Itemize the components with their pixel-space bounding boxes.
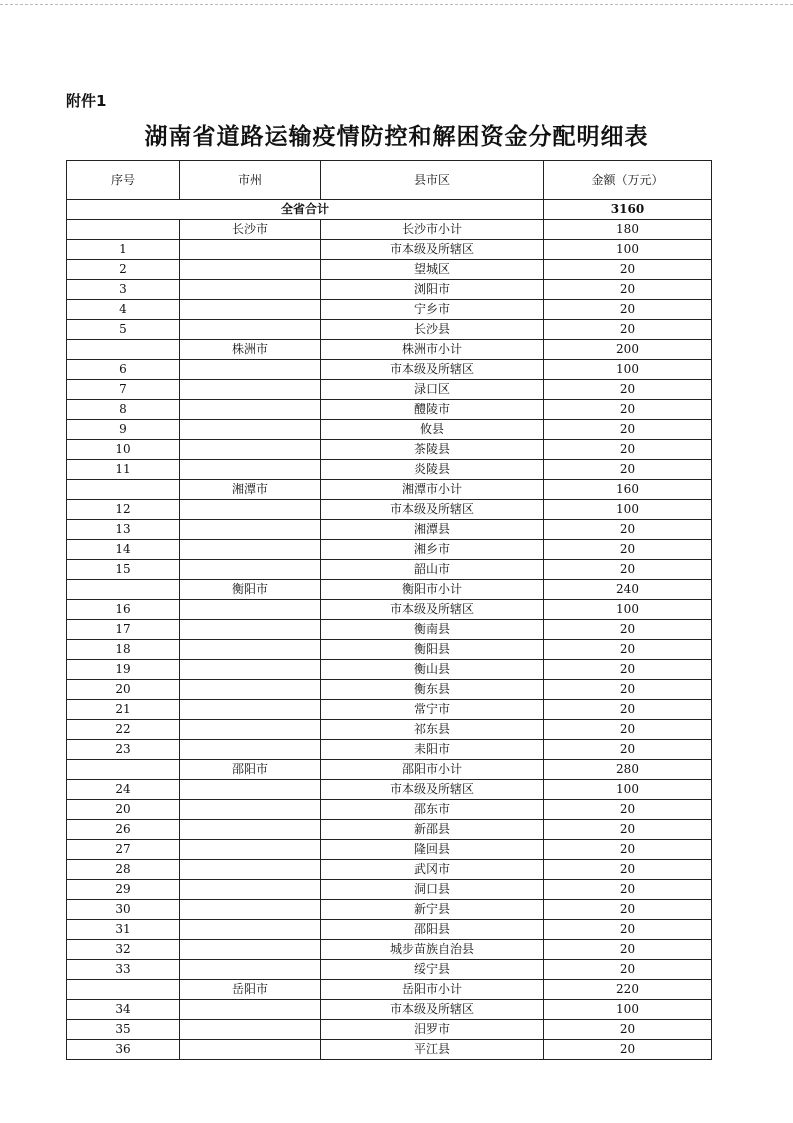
cell-county: 渌口区 [321,380,544,400]
cell-county: 市本级及所辖区 [321,780,544,800]
cell-county: 望城区 [321,260,544,280]
cell-city [180,500,321,520]
cell-serial-number: 11 [67,460,180,480]
cell-amount: 20 [544,960,712,980]
cell-county: 市本级及所辖区 [321,500,544,520]
cell-serial-number: 3 [67,280,180,300]
cell-amount: 20 [544,740,712,760]
table-row [67,880,712,900]
cell-city [180,240,321,260]
cell-amount: 20 [544,920,712,940]
cell-city [180,600,321,620]
cell-amount: 20 [544,800,712,820]
cell-county: 长沙县 [321,320,544,340]
cell-city [180,620,321,640]
cell-amount: 20 [544,560,712,580]
table-row [67,840,712,860]
cell-county: 市本级及所辖区 [321,1000,544,1020]
table-row [67,700,712,720]
cell-serial-number: 17 [67,620,180,640]
table-row [67,260,712,280]
cell-city [180,280,321,300]
cell-city: 株洲市 [180,340,321,360]
cell-amount: 240 [544,580,712,600]
cell-city [180,1000,321,1020]
cell-amount: 20 [544,680,712,700]
cell-county: 武冈市 [321,860,544,880]
cell-county: 城步苗族自治县 [321,940,544,960]
cell-city [180,840,321,860]
cell-amount: 160 [544,480,712,500]
header-serial-number: 序号 [67,161,180,200]
cell-amount: 180 [544,220,712,240]
cell-county: 隆回县 [321,840,544,860]
city-subtotal-row [67,980,712,1000]
cell-serial-number: 13 [67,520,180,540]
cell-amount: 20 [544,520,712,540]
cell-amount: 100 [544,500,712,520]
cell-city [180,440,321,460]
cell-serial-number: 22 [67,720,180,740]
cell-city: 湘潭市 [180,480,321,500]
cell-amount: 100 [544,780,712,800]
cell-amount: 20 [544,260,712,280]
cell-amount: 20 [544,460,712,480]
cell-city [180,700,321,720]
cell-amount: 200 [544,340,712,360]
header-city: 市州 [180,161,321,200]
cell-serial-number: 5 [67,320,180,340]
cell-serial-number: 7 [67,380,180,400]
cell-serial-number [67,580,180,600]
cell-serial-number: 26 [67,820,180,840]
cell-amount: 20 [544,620,712,640]
cell-county: 衡南县 [321,620,544,640]
cell-city [180,740,321,760]
table-row [67,800,712,820]
cell-county: 祁东县 [321,720,544,740]
cell-serial-number: 31 [67,920,180,940]
page-top-border [0,4,793,5]
cell-city [180,940,321,960]
cell-amount: 100 [544,360,712,380]
cell-county: 浏阳市 [321,280,544,300]
table-row [67,640,712,660]
city-subtotal-row [67,340,712,360]
table-row [67,300,712,320]
cell-serial-number: 16 [67,600,180,620]
table-row [67,740,712,760]
cell-county: 湘潭县 [321,520,544,540]
cell-city [180,960,321,980]
cell-amount: 20 [544,440,712,460]
province-total-amount: 3160 [544,200,712,220]
cell-amount: 20 [544,420,712,440]
cell-city [180,660,321,680]
cell-county: 衡东县 [321,680,544,700]
province-total-label: 全省合计 [67,200,544,220]
cell-amount: 20 [544,900,712,920]
cell-amount: 20 [544,880,712,900]
cell-county: 岳阳市小计 [321,980,544,1000]
table-row [67,440,712,460]
cell-serial-number: 8 [67,400,180,420]
cell-serial-number: 34 [67,1000,180,1020]
cell-amount: 20 [544,660,712,680]
cell-city [180,880,321,900]
cell-city [180,360,321,380]
cell-serial-number [67,760,180,780]
table-header-row [67,161,712,200]
table-row [67,520,712,540]
cell-city [180,780,321,800]
cell-amount: 20 [544,640,712,660]
cell-serial-number: 10 [67,440,180,460]
cell-city [180,400,321,420]
cell-county: 绥宁县 [321,960,544,980]
cell-county: 邵阳市小计 [321,760,544,780]
table-row [67,400,712,420]
cell-serial-number: 18 [67,640,180,660]
cell-county: 茶陵县 [321,440,544,460]
table-row [67,860,712,880]
cell-amount: 20 [544,720,712,740]
cell-city [180,520,321,540]
cell-serial-number: 20 [67,800,180,820]
cell-amount: 220 [544,980,712,1000]
cell-amount: 20 [544,820,712,840]
cell-county: 宁乡市 [321,300,544,320]
cell-serial-number: 30 [67,900,180,920]
cell-county: 炎陵县 [321,460,544,480]
cell-serial-number: 19 [67,660,180,680]
cell-serial-number: 27 [67,840,180,860]
header-county: 县市区 [321,161,544,200]
cell-city [180,260,321,280]
cell-county: 醴陵市 [321,400,544,420]
table-row [67,720,712,740]
table-row [67,240,712,260]
cell-serial-number: 20 [67,680,180,700]
cell-city [180,640,321,660]
cell-serial-number: 33 [67,960,180,980]
table-row [67,960,712,980]
allocation-table [66,160,712,1060]
table-row [67,900,712,920]
cell-county: 株洲市小计 [321,340,544,360]
cell-serial-number: 29 [67,880,180,900]
table-row [67,380,712,400]
city-subtotal-row [67,580,712,600]
table-row [67,660,712,680]
table-row [67,820,712,840]
cell-serial-number: 28 [67,860,180,880]
cell-amount: 280 [544,760,712,780]
cell-serial-number: 12 [67,500,180,520]
attachment-label: 附件1 [66,92,107,110]
cell-county: 长沙市小计 [321,220,544,240]
cell-serial-number [67,980,180,1000]
header-amount: 金额（万元） [544,161,712,200]
table-row [67,600,712,620]
cell-county: 湘乡市 [321,540,544,560]
cell-city: 衡阳市 [180,580,321,600]
cell-amount: 100 [544,600,712,620]
table-row [67,1020,712,1040]
table-row [67,680,712,700]
cell-city [180,820,321,840]
cell-county: 邵东市 [321,800,544,820]
cell-county: 衡阳县 [321,640,544,660]
table-row [67,1000,712,1020]
cell-county: 湘潭市小计 [321,480,544,500]
cell-county: 韶山市 [321,560,544,580]
cell-county: 攸县 [321,420,544,440]
cell-amount: 20 [544,860,712,880]
cell-amount: 20 [544,1040,712,1060]
cell-serial-number: 36 [67,1040,180,1060]
cell-county: 衡山县 [321,660,544,680]
cell-city [180,1040,321,1060]
cell-serial-number: 4 [67,300,180,320]
cell-city [180,380,321,400]
cell-city: 长沙市 [180,220,321,240]
city-subtotal-row [67,760,712,780]
cell-serial-number: 1 [67,240,180,260]
cell-serial-number: 35 [67,1020,180,1040]
province-total-row [67,200,712,220]
document-title: 湖南省道路运输疫情防控和解困资金分配明细表 [144,123,649,150]
cell-serial-number: 21 [67,700,180,720]
table-row [67,940,712,960]
cell-serial-number: 14 [67,540,180,560]
city-subtotal-row [67,220,712,240]
cell-city [180,540,321,560]
cell-city [180,860,321,880]
cell-city [180,460,321,480]
table-row [67,780,712,800]
cell-serial-number: 6 [67,360,180,380]
cell-serial-number [67,220,180,240]
cell-county: 耒阳市 [321,740,544,760]
cell-county: 常宁市 [321,700,544,720]
cell-county: 汨罗市 [321,1020,544,1040]
cell-city [180,560,321,580]
cell-city: 岳阳市 [180,980,321,1000]
table-row [67,280,712,300]
cell-county: 洞口县 [321,880,544,900]
cell-amount: 20 [544,400,712,420]
cell-serial-number: 2 [67,260,180,280]
cell-amount: 20 [544,840,712,860]
cell-city [180,680,321,700]
cell-city [180,900,321,920]
cell-city [180,320,321,340]
cell-serial-number: 23 [67,740,180,760]
cell-city [180,420,321,440]
table-row [67,360,712,380]
cell-city [180,300,321,320]
cell-amount: 20 [544,320,712,340]
cell-amount: 20 [544,540,712,560]
cell-amount: 20 [544,380,712,400]
table-row [67,560,712,580]
table-row [67,500,712,520]
cell-city [180,920,321,940]
cell-county: 新宁县 [321,900,544,920]
cell-county: 平江县 [321,1040,544,1060]
city-subtotal-row [67,480,712,500]
table-row [67,540,712,560]
cell-city [180,1020,321,1040]
cell-county: 邵阳县 [321,920,544,940]
cell-amount: 20 [544,280,712,300]
cell-county: 市本级及所辖区 [321,240,544,260]
cell-serial-number: 24 [67,780,180,800]
cell-amount: 100 [544,240,712,260]
cell-county: 衡阳市小计 [321,580,544,600]
cell-city [180,720,321,740]
cell-amount: 20 [544,1020,712,1040]
table-row [67,620,712,640]
cell-county: 市本级及所辖区 [321,600,544,620]
cell-serial-number [67,340,180,360]
table-row [67,320,712,340]
cell-amount: 100 [544,1000,712,1020]
cell-serial-number: 32 [67,940,180,960]
table-row [67,460,712,480]
cell-county: 市本级及所辖区 [321,360,544,380]
table-row [67,420,712,440]
cell-amount: 20 [544,700,712,720]
cell-serial-number: 9 [67,420,180,440]
cell-serial-number [67,480,180,500]
cell-amount: 20 [544,940,712,960]
cell-serial-number: 15 [67,560,180,580]
cell-city [180,800,321,820]
table-row [67,1040,712,1060]
cell-city: 邵阳市 [180,760,321,780]
cell-amount: 20 [544,300,712,320]
table-row [67,920,712,940]
cell-county: 新邵县 [321,820,544,840]
